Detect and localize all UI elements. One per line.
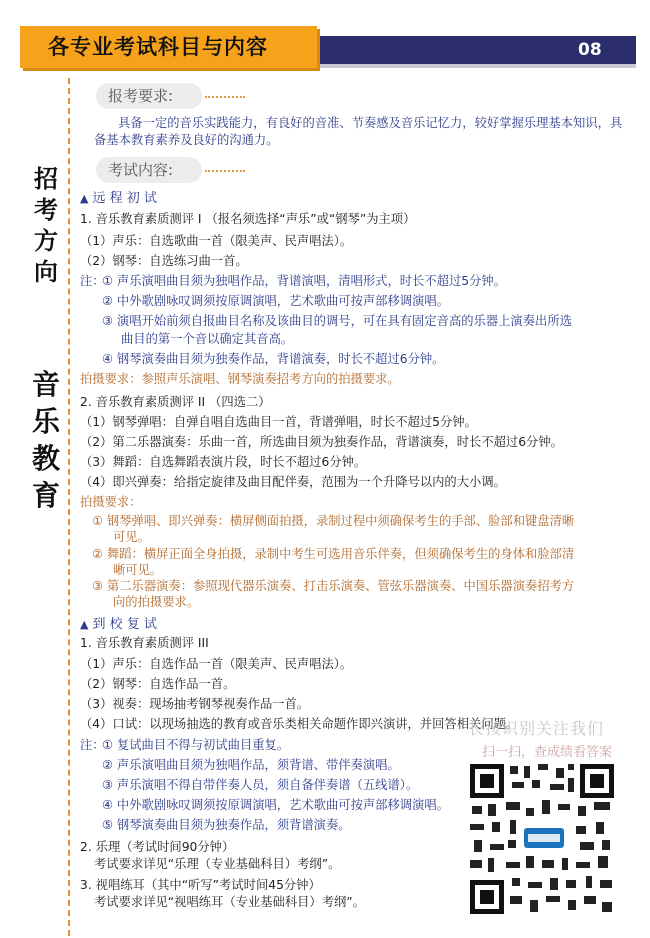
note-item: ⑤ 钢琴演奏曲目须为独奏作品，须背谱演奏。 — [102, 818, 351, 832]
part-heading-remote-label: 远 程 初 试 — [92, 191, 157, 206]
item-title: 1. 音乐教育素质测评 III — [80, 636, 209, 650]
photo-requirement-title: 拍摄要求： — [80, 495, 142, 509]
side-char: 乐 — [31, 405, 60, 438]
photo-item: ① 钢琴弹唱、即兴弹奏：横屏侧面拍摄，录制过程中须确保考生的手部、脸部和键盘清晰 — [92, 514, 575, 528]
side-char: 向 — [34, 258, 58, 286]
photo-item: 晰可见。 — [113, 563, 163, 577]
triangle-icon: ▲ — [80, 618, 89, 631]
note-prefix: 注： — [80, 738, 105, 752]
list-item: （1）钢琴弹唱：自弹自唱自选曲目一首，背谱弹唱，时长不超过5分钟。 — [80, 415, 477, 429]
list-item: （2）钢琴：自选作品一首。 — [80, 677, 236, 691]
section-heading-content: 考试内容: — [96, 157, 202, 183]
photo-requirement: 拍摄要求：参照声乐演唱、钢琴演奏招考方向的拍摄要求。 — [80, 372, 400, 386]
requirements-paragraph: 具备一定的音乐实践能力，有良好的音准、节奏感及音乐记忆力，较好掌握乐理基本知识，具备基本教育素养及良好的沟通力。 — [94, 116, 623, 147]
heading-dots — [205, 96, 245, 106]
photo-item: ③ 第二乐器演奏：参照现代器乐演奏、打击乐演奏、管弦乐器演奏、中国乐器演奏招考方 — [92, 579, 575, 593]
qr-code-graphic — [466, 760, 618, 918]
note-item: 曲目的第一个音以确定其音高。 — [121, 332, 294, 346]
note-prefix: 注： — [80, 274, 105, 288]
watermark-follow-text: 长按识别关注我们 — [468, 719, 605, 738]
header-bar-shadow — [300, 64, 636, 68]
dashed-divider — [68, 78, 70, 936]
side-char: 招 — [34, 165, 58, 193]
part-heading-onsite-label: 到 校 复 试 — [92, 617, 157, 632]
list-item: （3）视奏：现场抽考钢琴视奏作品一首。 — [80, 697, 310, 711]
list-item: （2）钢琴：自选练习曲一首。 — [80, 254, 248, 268]
list-item: （4）口试：以现场抽选的教育或音乐类相关命题作即兴演讲，并回答相关问题。 — [80, 717, 519, 731]
photo-item: 向的拍摄要求。 — [113, 595, 200, 609]
photo-item: 可见。 — [113, 530, 150, 544]
page-title: 各专业考试科目与内容 — [20, 26, 317, 68]
list-item: （2）第二乐器演奏：乐曲一首，所选曲目须为独奏作品，背谱演奏，时长不超过6分钟。 — [80, 435, 563, 449]
item-title: 2. 乐理（考试时间90分钟） — [80, 840, 235, 854]
side-label-direction — [30, 164, 62, 288]
side-char: 音 — [31, 368, 60, 401]
qr-code-image[interactable] — [466, 760, 618, 918]
note-item: ① 复试曲目不得与初试曲目重复。 — [102, 738, 290, 752]
item-body: 考试要求详见“乐理（专业基础科目）考纲”。 — [94, 857, 341, 871]
photo-item: ② 舞蹈：横屏正面全身拍摄，录制中考生可选用音乐伴奏，但须确保考生的身体和脸部清 — [92, 547, 575, 561]
item-body: 考试要求详见“视唱练耳（专业基础科目）考纲”。 — [94, 895, 365, 909]
note-item: ① 声乐演唱曲目须为独唱作品，背谱演唱，清唱形式，时长不超过5分钟。 — [102, 274, 506, 288]
item-title: 1. 音乐教育素质测评 I （报名须选择“声乐”或“钢琴”为主项） — [80, 212, 416, 226]
note-item: ② 中外歌剧咏叹调须按原调演唱，艺术歌曲可按声部移调演唱。 — [102, 294, 449, 308]
page-number: 08 — [578, 40, 602, 60]
note-item: ③ 声乐演唱不得自带伴奏人员，须自备伴奏谱（五线谱）。 — [102, 778, 419, 792]
side-char: 教 — [31, 442, 60, 475]
note-item: ② 声乐演唱曲目须为独唱作品，须背谱、带伴奏演唱。 — [102, 758, 400, 772]
list-item: （4）即兴弹奏：给指定旋律及曲目配伴奏，范围为一个升降号以内的大小调。 — [80, 475, 506, 489]
side-char: 考 — [34, 196, 58, 224]
side-label-major — [26, 366, 66, 514]
side-char: 育 — [31, 479, 60, 512]
note-item: ④ 钢琴演奏曲目须为独奏作品，背谱演奏，时长不超过6分钟。 — [102, 352, 445, 366]
triangle-icon: ▲ — [80, 192, 89, 205]
side-char: 方 — [34, 227, 58, 255]
list-item: （3）舞蹈：自选舞蹈表演片段，时长不超过6分钟。 — [80, 455, 367, 469]
note-item: ④ 中外歌剧咏叹调须按原调演唱，艺术歌曲可按声部移调演唱。 — [102, 798, 449, 812]
list-item: （1）声乐：自选歌曲一首（限美声、民声唱法）。 — [80, 234, 353, 248]
part-heading-remote — [80, 190, 157, 207]
note-item: ③ 演唱开始前须自报曲目名称及该曲目的调号，可在具有固定音高的乐器上演奏出所选 — [102, 314, 572, 328]
part-heading-onsite — [80, 616, 157, 633]
item-title: 3. 视唱练耳（其中“听写”考试时间45分钟） — [80, 878, 321, 892]
section-heading-requirements: 报考要求: — [96, 83, 202, 109]
watermark-scan-text: 扫一扫，查成绩看答案 — [482, 745, 613, 760]
heading-dots — [205, 170, 245, 180]
item-title: 2. 音乐教育素质测评 II （四选二） — [80, 395, 271, 409]
list-item: （1）声乐：自选作品一首（限美声、民声唱法）。 — [80, 657, 353, 671]
